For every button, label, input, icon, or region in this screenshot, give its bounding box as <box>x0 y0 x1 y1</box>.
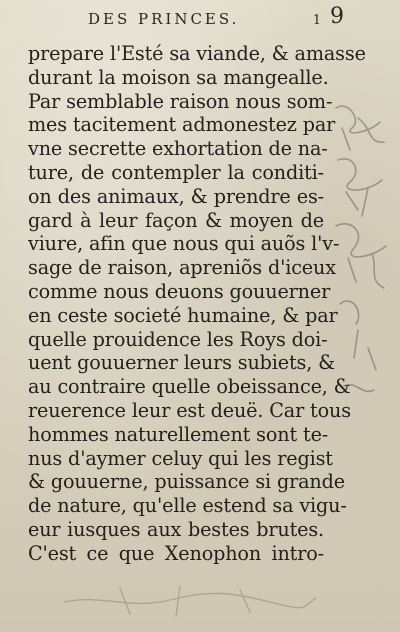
text-line: uent gouuerner leurs subiets, & <box>28 351 336 375</box>
page-number: 9 <box>330 4 344 29</box>
text-line: au contraire quelle obeissance, & <box>28 375 351 399</box>
text-line: gard à leur façon & moyen de <box>28 208 324 232</box>
text-line: hommes naturellement sont te- <box>28 422 329 446</box>
text-line: C'est ce que Xenophon intro- <box>28 541 324 565</box>
text-line: reuerence leur est deuë. Car tous <box>28 398 351 422</box>
text-line: en ceste societé humaine, & par <box>28 303 338 327</box>
text-line: mes tacitement admonestez par <box>28 113 336 137</box>
text-line: quelle prouidence les Roys doi- <box>28 327 328 351</box>
bottom-handwriting-mark <box>60 580 320 620</box>
signature-mark: 1 <box>312 13 324 28</box>
text-line: Par semblable raison nous som- <box>28 89 333 113</box>
text-line: ture, de contempler la conditi- <box>28 160 324 184</box>
text-line: sage de raison, apreniõs d'iceux <box>28 256 336 280</box>
text-line: prepare l'Esté sa viande, & amasse <box>28 42 366 65</box>
text-line: viure, afin que nous qui auõs l'v- <box>28 232 340 256</box>
text-line: de nature, qu'elle estend sa vigu- <box>28 494 347 518</box>
text-line: & gouuerne, puissance si grande <box>28 470 345 494</box>
margin-handwriting-marks <box>328 98 396 438</box>
running-head <box>88 10 324 28</box>
text-line: nus d'aymer celuy qui les regist <box>28 446 333 470</box>
text-line: on des animaux, & prendre es- <box>28 184 324 208</box>
text-line: vne secrette exhortation de na- <box>28 137 328 161</box>
body-text <box>28 42 366 566</box>
text-line: eur iusques aux bestes brutes. <box>28 517 324 541</box>
text-line: comme nous deuons gouuerner <box>28 279 331 303</box>
running-head-title: DES PRINCES. <box>88 10 240 28</box>
text-line: durant la moison sa mangealle. <box>28 65 329 89</box>
